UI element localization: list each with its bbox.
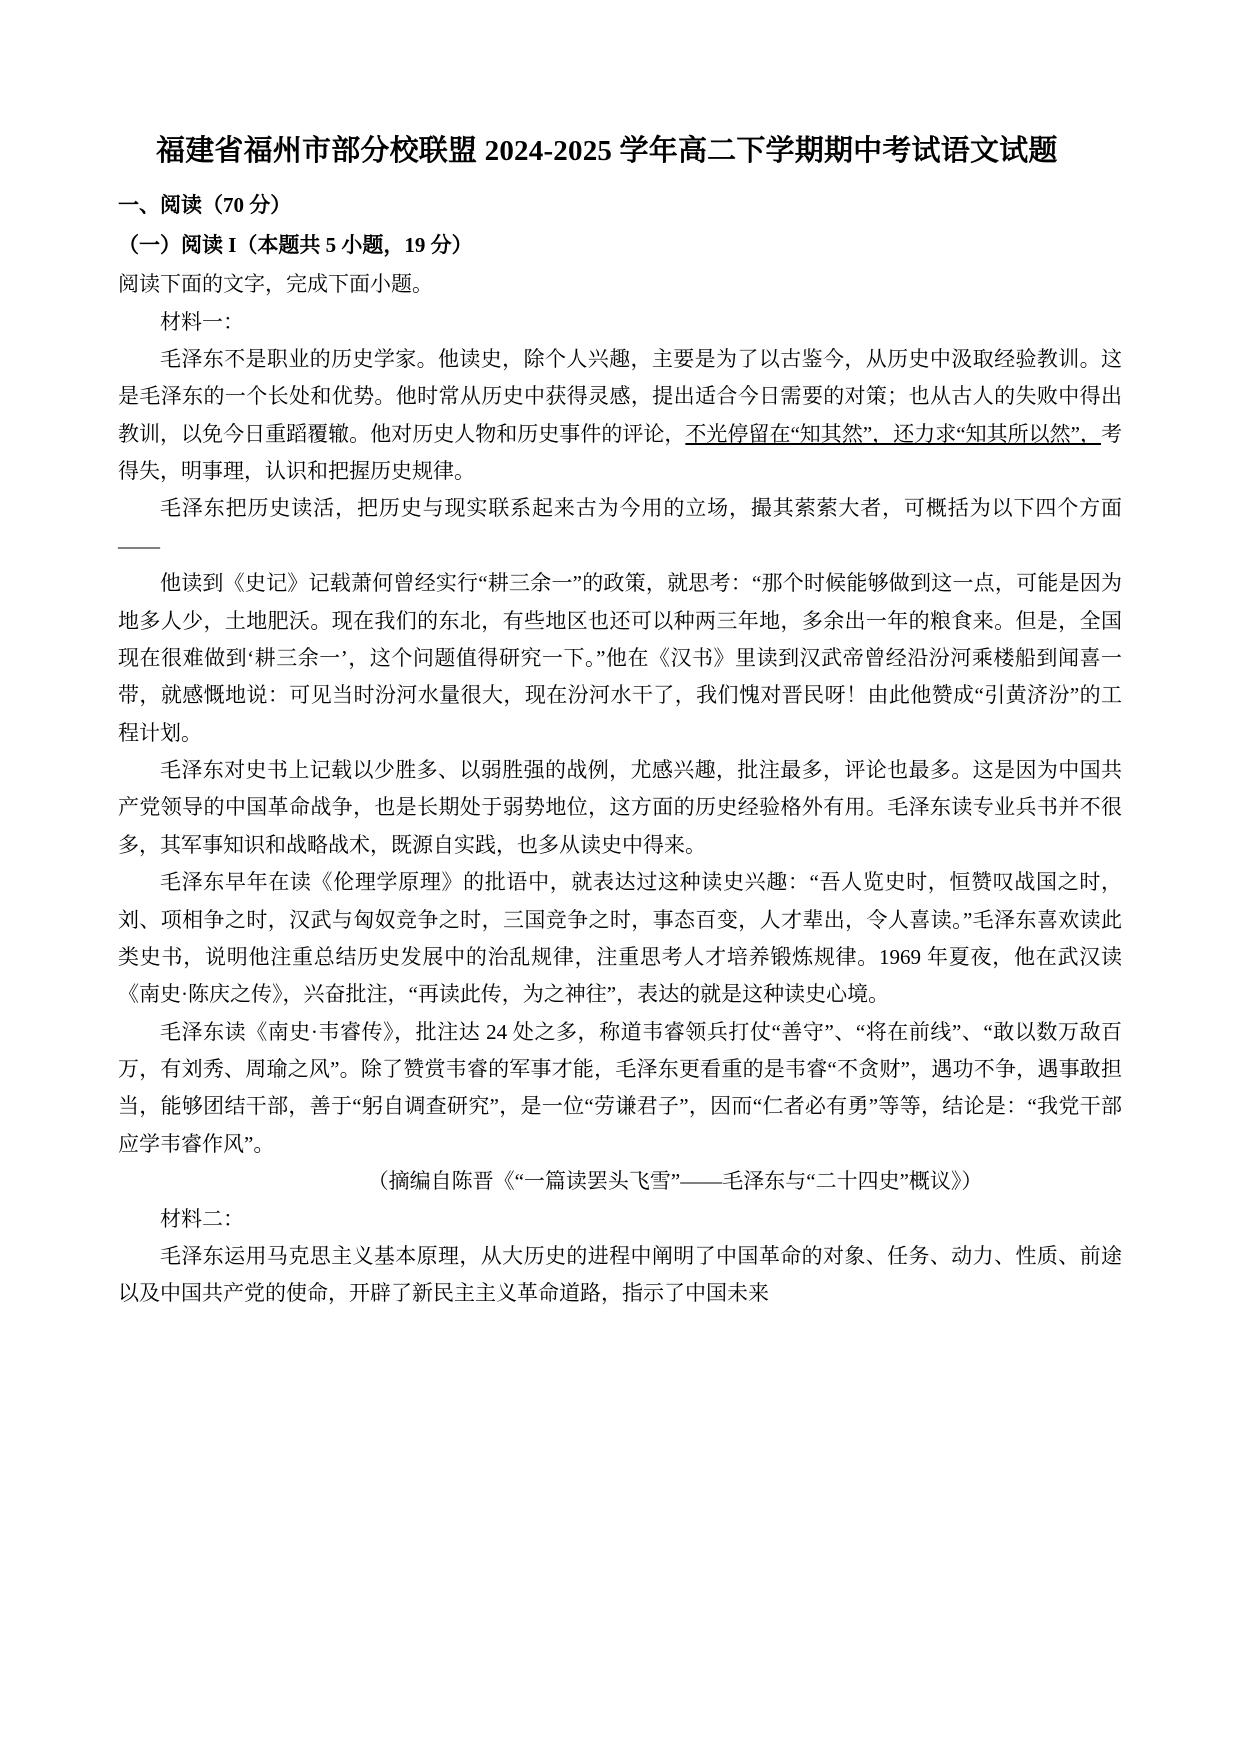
paragraph-7: 毛泽东运用马克思主义基本原理，从大历史的进程中阐明了中国革命的对象、任务、动力、性质、前途以及中国共产党的使命，开辟了新民主主义革命道路，指示了中国未来 [118, 1243, 1122, 1306]
paragraph-2: 毛泽东把历史读活，把历史与现实联系起来古为今用的立场，撮其萦萦大者，可概括为以下四个方面—— [118, 496, 1122, 558]
material-1-label: 材料一： [160, 309, 244, 334]
instruction-text: 阅读下面的文字，完成下面小题。 [118, 272, 433, 297]
paragraph-1-underlined: 不光停留在“知其然”，还力求“知其所以然”， [685, 421, 1101, 446]
paragraph-6: 毛泽东读《南史·韦睿传》，批注达 24 处之多，称道韦睿领兵打仗“善守”、“将在前线”、“敢以数万敌百万，有刘秀、周瑜之风”。除了赞赏韦睿的军事才能，毛泽东更看重的是韦睿“不贪财”，遇功不争，遇事敢担当，能够团结干部，善于“躬自调查研究”，是一位“劳谦君子”，因而“仁者必有勇”等等，结论是：“我党干部应学韦睿作风”。 [118, 1019, 1122, 1156]
paragraph-1-part-a: 毛泽东不是职业的历史学家。他读史，除个人兴趣，主要是为了以古鉴今，从历史中汲取经验教训。这是毛泽东的一个长处和优势。他时常从历史中获得灵感，提出适合今日需要的对策；也从古人的失败中得出教训，以免今日重蹈覆辙。他对历史人物和历史事件的评论， [118, 346, 1122, 446]
paragraph-3: 他读到《史记》记载萧何曾经实行“耕三余一”的政策，就思考：“那个时候能够做到这一点，可能是因为地多人少，土地肥沃。现在我们的东北，有些地区也还可以种两三年地，多余出一年的粮食来。但是，全国现在很难做到‘耕三余一’，这个问题值得研究一下。”他在《汉书》里读到汉武帝曾经沿汾河乘楼船到闻喜一带，就感慨地说：可见当时汾河水量很大，现在汾河水干了，我们愧对晋民呀！由此他赞成“引黄济汾”的工程计划。 [118, 571, 1122, 745]
paragraph-5: 毛泽东早年在读《伦理学原理》的批语中，就表达过这种读史兴趣：“吾人览史时，恒赞叹战国之时，刘、项相争之时，汉武与匈奴竞争之时，三国竞争之时，事态百变，人才辈出，令人喜读。”毛泽东喜欢读此类史书，说明他注重总结历史发展中的治乱规律，注重思考人才培养锻炼规律。1969 年夏夜，他在武汉读《南史·陈庆之传》，兴奋批注，“再读此传，为之神往”，表达的就是这种读史心境。 [118, 870, 1122, 1007]
paragraph-1-part-b: 考得失，明事理，认识和把握历史规律。 [118, 421, 1122, 484]
source-attribution-1: （摘编自陈晋《“一篇读罢头飞雪”——毛泽东与“二十四史”概议》） [367, 1169, 983, 1194]
paragraph-1 [118, 341, 1122, 491]
subsection-heading-reading-1: （一）阅读 I（本题共 5 小题，19 分） [118, 232, 473, 257]
page-title: 福建省福州市部分校联盟 2024-2025 学年高二下学期期中考试语文试题 [156, 135, 1058, 167]
paragraph-4: 毛泽东对史书上记载以少胜多、以弱胜强的战例，尤感兴趣，批注最多，评论也最多。这是因为中国共产党领导的中国革命战争，也是长期处于弱势地位，这方面的历史经验格外有用。毛泽东读专业兵书并不很多，其军事知识和战略战术，既源自实践，也多从读史中得来。 [118, 758, 1122, 857]
section-heading-reading: 一、阅读（70 分） [118, 192, 292, 217]
material-2-label: 材料二： [160, 1206, 244, 1231]
